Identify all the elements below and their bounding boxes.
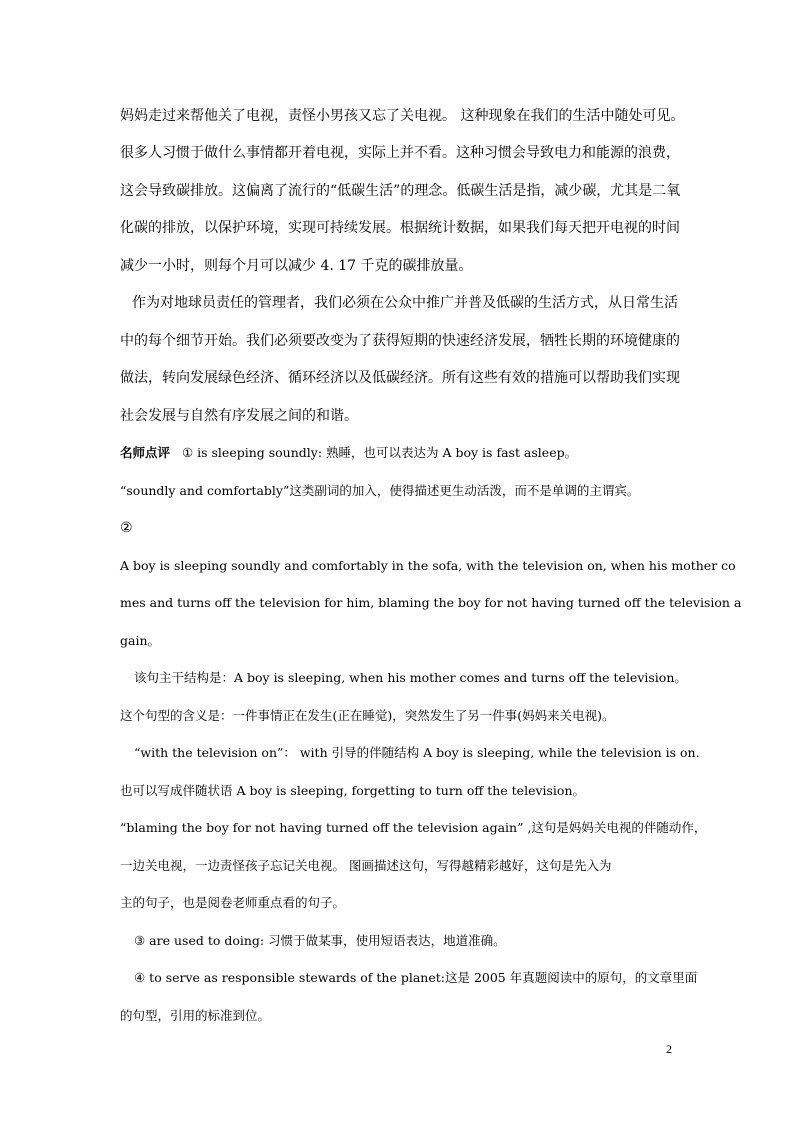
comment-item1: ① is sleeping soundly: 熟睡，也可以表达为 A boy is fast asleep。: [181, 445, 578, 460]
comment-item4-line: ④ to serve as responsible stewards of the planet:这是 2005 年真题阅读中的原句，的文章里面: [134, 970, 698, 985]
para1-line: 很多人习惯于做什么事情都开着电视，实际上并不看。这种习惯会导致电力和能源的浪费，: [120, 145, 680, 161]
comment-line-1: [120, 443, 676, 463]
para2-line: 做法，转向发展绿色经济、循环经济以及低碳经济。所有这些有效的措施可以帮助我们实现: [120, 370, 680, 386]
para2-line: 中的每个细节开始。我们必须要改变为了获得短期的快速经济发展，牺牲长期的环境健康的: [120, 333, 680, 349]
item2-meaning: 这个句型的含义是：一件事情正在发生(正在睡觉)，突然发生了另一件事(妈妈来关电视)。: [120, 708, 615, 723]
page-number: 2: [666, 1042, 672, 1056]
comment-item4-line: 的句型，引用的标准到位。: [120, 1008, 271, 1023]
item2-with: “with the television on”： with 引导的伴随结构 A boy is sleeping, while the television is on.: [134, 745, 700, 760]
item2-alt: 也可以写成伴随状语 A boy is sleeping, forgetting to turn off the television。: [120, 783, 586, 798]
comment-item2-marker: ②: [120, 520, 133, 536]
item2-sentence-line: gain。: [120, 633, 161, 648]
comment-heading: 名师点评: [120, 445, 171, 460]
comment-item1-note: “soundly and comfortably”这类副词的加入，使得描述更生动活泼，而不是单调的主谓宾。: [120, 483, 640, 498]
item2-sentence-line: A boy is sleeping soundly and comfortably in the sofa, with the television on, when his mother co: [120, 558, 736, 573]
para1-line: 妈妈走过来帮他关了电视，责怪小男孩又忘了关电视。 这种现象在我们的生活中随处可见。: [120, 108, 685, 124]
para2-line: 社会发展与自然有序发展之间的和谐。: [120, 408, 358, 424]
item2-blaming-line: 主的句子，也是阅卷老师重点看的句子。: [120, 895, 346, 910]
para2-line: 作为对地球员责任的管理者，我们必须在公众中推广并普及低碳的生活方式，从日常生活: [132, 295, 678, 311]
para1-line: 化碳的排放，以保护环境，实现可持续发展。根据统计数据，如果我们每天把开电视的时间: [120, 220, 680, 236]
item2-sentence-line: mes and turns off the television for him, blaming the boy for not having turned off the television a: [120, 595, 742, 610]
item2-structure: 该句主干结构是：A boy is sleeping, when his mother comes and turns off the television。: [134, 670, 687, 685]
item2-blaming-line: “blaming the boy for not having turned off the television again” ,这句是妈妈关电视的伴随动作，: [120, 820, 707, 835]
para1-line: 减少一小时，则每个月可以减少 4. 17 千克的碳排放量。: [120, 258, 473, 274]
para1-line: 这会导致碳排放。这偏离了流行的“低碳生活”的理念。低碳生活是指，减少碳，尤其是二氧: [120, 183, 681, 199]
comment-item3: ③ are used to doing: 习惯于做某事，使用短语表达，地道准确。: [134, 933, 506, 948]
item2-blaming-line: 一边关电视，一边责怪孩子忘记关电视。 图画描述这句，写得越精彩越好，这句是先入为: [120, 858, 612, 873]
